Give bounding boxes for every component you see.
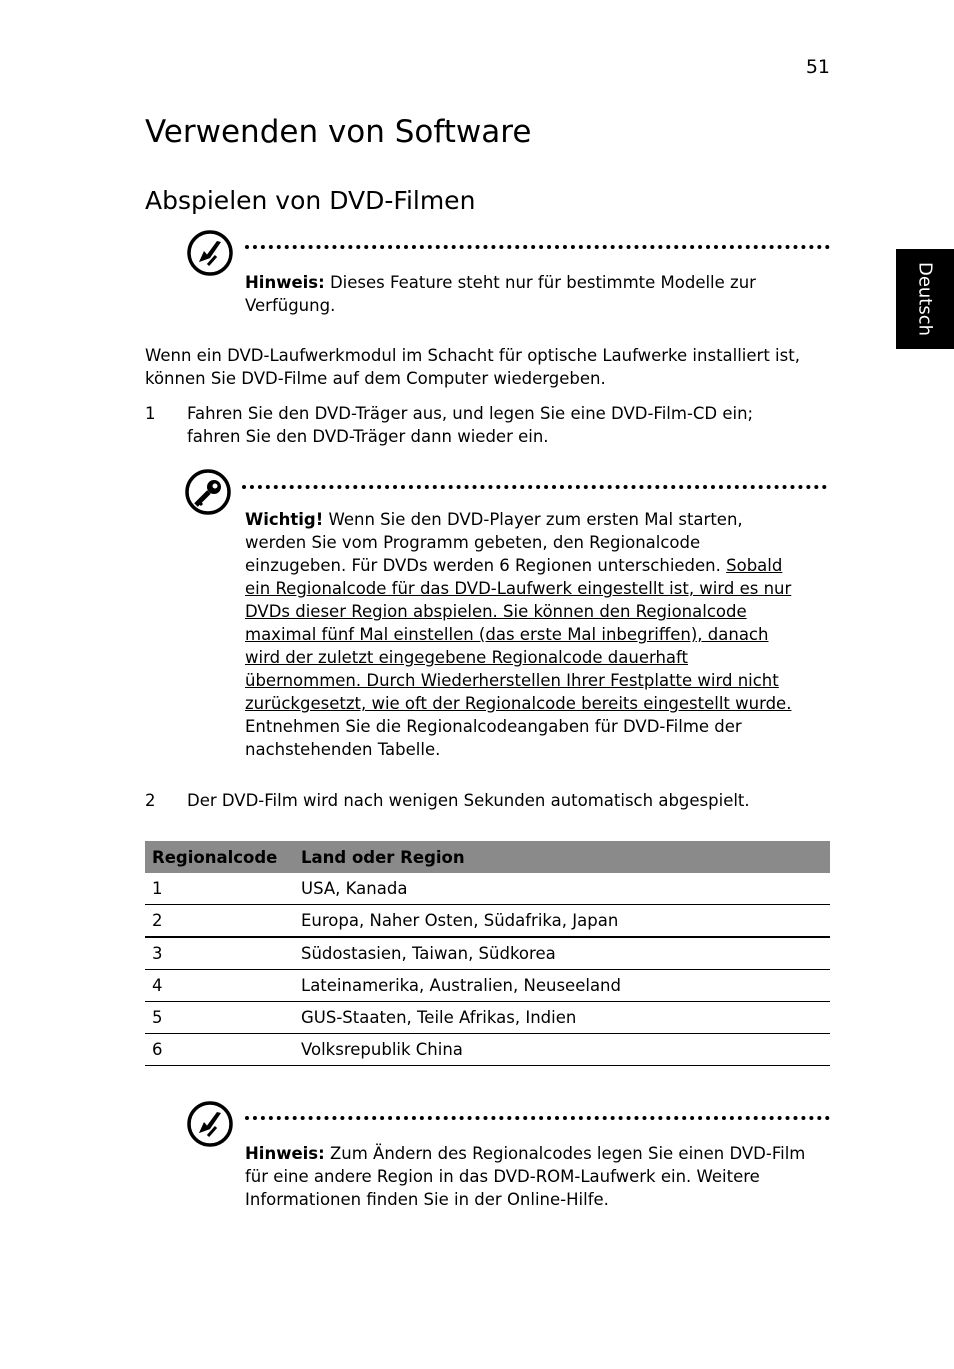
note-divider: [245, 1116, 830, 1120]
note-icon: [186, 1100, 234, 1148]
note-label: Hinweis:: [245, 273, 325, 292]
important-text: maximal fünf Mal einstellen (das erste Mal inbegriffen), danach: [245, 625, 769, 644]
note-text: Dieses Feature steht nur für bestimmte Modelle zur: [324, 273, 756, 292]
important-note: [245, 508, 835, 761]
table-cell: 5: [145, 1002, 294, 1034]
page-title: Verwenden von Software: [145, 114, 532, 150]
important-text: ein Regionalcode für das DVD-Laufwerk eingestellt ist, wird es nur: [245, 579, 792, 598]
important-text: übernommen. Durch Wiederherstellen Ihrer Festplatte wird nicht: [245, 671, 779, 690]
important-text: Entnehmen Sie die Regionalcodeangaben für DVD-Filme der: [245, 717, 742, 736]
step-number: 1: [145, 404, 156, 423]
table-cell: Europa, Naher Osten, Südafrika, Japan: [294, 905, 830, 938]
step-line: Fahren Sie den DVD-Träger aus, und legen Sie eine DVD-Film-CD ein;: [187, 404, 754, 423]
step-text: [187, 402, 837, 448]
table-cell: 4: [145, 970, 294, 1002]
table-cell: GUS-Staaten, Teile Afrikas, Indien: [294, 1002, 830, 1034]
table-row: [145, 970, 830, 1002]
important-text: wird der zuletzt eingegebene Regionalcode dauerhaft: [245, 648, 689, 667]
table-row: [145, 937, 830, 970]
table-cell: Volksrepublik China: [294, 1034, 830, 1066]
step-number: 2: [145, 791, 156, 810]
important-text: werden Sie vom Programm gebeten, den Regionalcode: [245, 533, 701, 552]
language-tab: [896, 249, 954, 349]
table-cell: Südostasien, Taiwan, Südkorea: [294, 937, 830, 970]
important-text: DVDs dieser Region abspielen. Sie können den Regionalcode: [245, 602, 747, 621]
intro-line: können Sie DVD-Filme auf dem Computer wiedergeben.: [145, 369, 606, 388]
important-text: Sobald: [726, 556, 783, 575]
section-title: Abspielen von DVD-Filmen: [145, 186, 476, 215]
intro-line: Wenn ein DVD-Laufwerkmodul im Schacht für optische Laufwerke installiert ist,: [145, 346, 800, 365]
note-divider: [245, 245, 830, 249]
note-text: Zum Ändern des Regionalcodes legen Sie einen DVD-Film: [324, 1144, 806, 1163]
important-text: zurückgesetzt, wie oft der Regionalcode bereits eingestellt wurde.: [245, 694, 792, 713]
table-row: [145, 873, 830, 905]
note-hint-1: [245, 271, 835, 317]
language-tab-label: Deutsch: [914, 261, 936, 337]
step-line: fahren Sie den DVD-Träger dann wieder ein.: [187, 427, 549, 446]
step-text: Der DVD-Film wird nach wenigen Sekunden automatisch abgespielt.: [187, 791, 750, 810]
important-label: Wichtig!: [245, 510, 324, 529]
important-text: nachstehenden Tabelle.: [245, 740, 441, 759]
page-number: 51: [805, 56, 830, 78]
note-label: Hinweis:: [245, 1144, 325, 1163]
table-cell: 2: [145, 905, 294, 938]
table-header-cell: Land oder Region: [294, 841, 830, 873]
note-icon: [186, 229, 234, 277]
intro-paragraph: [145, 344, 835, 390]
table-cell: 6: [145, 1034, 294, 1066]
table-row: [145, 905, 830, 938]
key-icon: [184, 468, 232, 516]
note-hint-2: [245, 1142, 835, 1211]
note-text: Informationen finden Sie in der Online-Hilfe.: [245, 1190, 609, 1209]
table-row: [145, 1034, 830, 1066]
table-cell: USA, Kanada: [294, 873, 830, 905]
table-header-cell: Regionalcode: [145, 841, 294, 873]
table-cell: 1: [145, 873, 294, 905]
note-text: Verfügung.: [245, 296, 336, 315]
table-cell: Lateinamerika, Australien, Neuseeland: [294, 970, 830, 1002]
note-text: für eine andere Region in das DVD-ROM-Laufwerk ein. Weitere: [245, 1167, 760, 1186]
important-text: Wenn Sie den DVD-Player zum ersten Mal starten,: [323, 510, 743, 529]
table-row: [145, 1002, 830, 1034]
table-cell: 3: [145, 937, 294, 970]
important-text: einzugeben. Für DVDs werden 6 Regionen unterschieden.: [245, 556, 727, 575]
region-code-table: [145, 841, 830, 1066]
table-header-row: [145, 841, 830, 873]
important-divider: [242, 485, 827, 489]
